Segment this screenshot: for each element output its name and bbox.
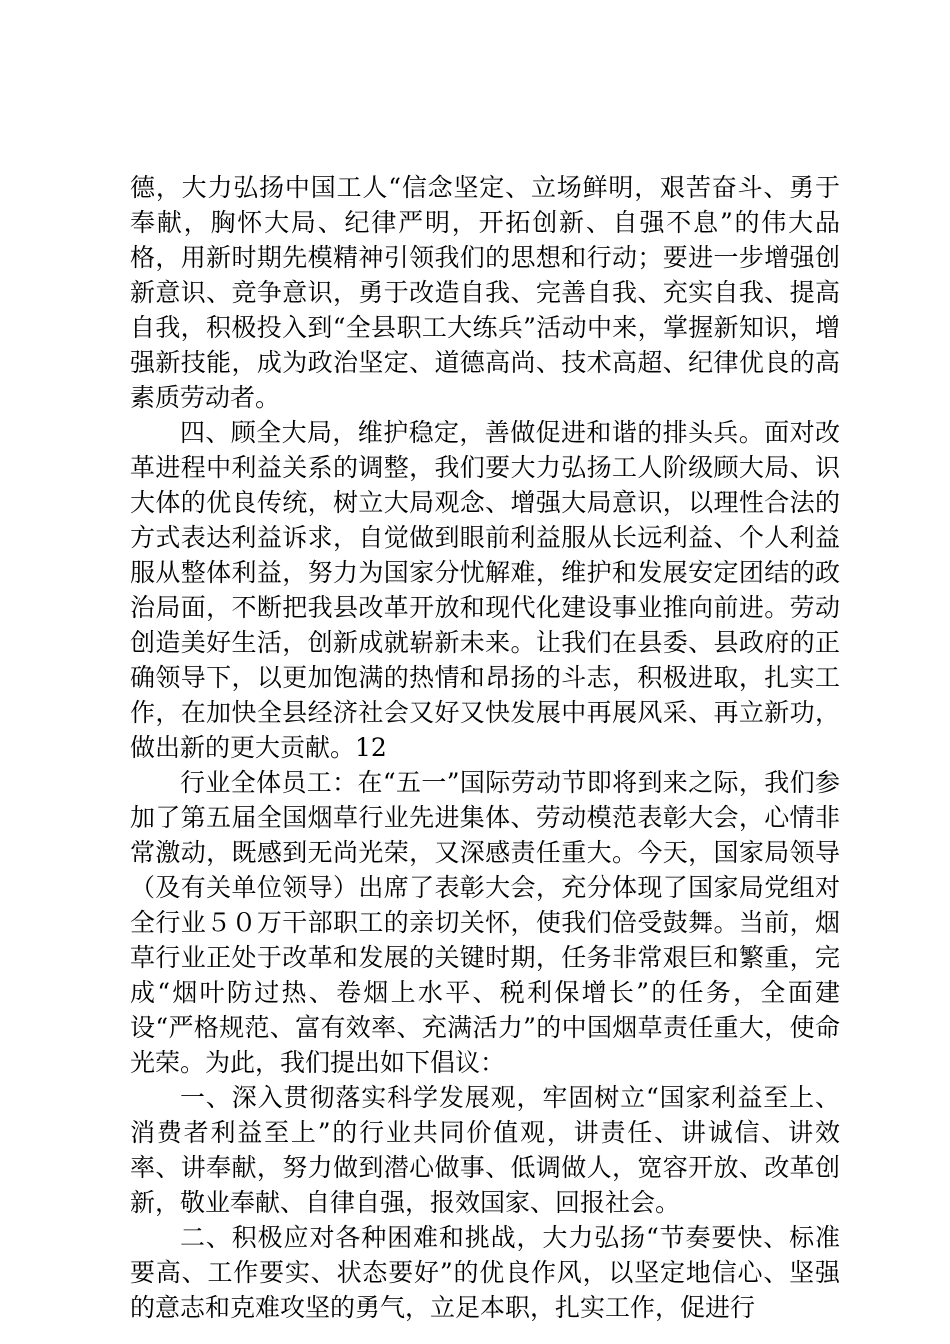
document-body bbox=[130, 170, 840, 1325]
paragraph-1: 德，大力弘扬中国工人“信念坚定、立场鲜明，艰苦奋斗、勇于奉献，胸怀大局、纪律严明，开拓创新、自强不息”的伟大品格，用新时期先模精神引领我们的思想和行动；要进一步增强创新意识、竞争意识，勇于改造自我、完善自我、充实自我、提高自我，积极投入到“全县职工大练兵”活动中来，掌握新知识，增强新技能，成为政治坚定、道德高尚、技术高超、纪律优良的高素质劳动者。 bbox=[130, 173, 840, 412]
paragraph-5: 二、积极应对各种困难和挑战，大力弘扬“节奏要快、标准要高、工作要实、状态要好”的优良作风，以坚定地信心、坚强的意志和克难攻坚的勇气，立足本职，扎实工作，促进行 bbox=[130, 1223, 840, 1322]
paragraph-3: 行业全体员工：在“五一”国际劳动节即将到来之际，我们参加了第五届全国烟草行业先进集体、劳动模范表彰大会，心情非常激动，既感到无尚光荣，又深感责任重大。今天，国家局领导（及有关单位领导）出席了表彰大会，充分体现了国家局党组对全行业５０万干部职工的亲切关怀，使我们倍受鼓舞。当前，烟草行业正处于改革和发展的关键时期，任务非常艰巨和繁重，完成“烟叶防过热、卷烟上水平、税利保增长”的任务，全面建设“严格规范、富有效率、充满活力”的中国烟草责任重大，使命光荣。为此，我们提出如下倡议： bbox=[130, 768, 840, 1077]
paragraph-4: 一、深入贯彻落实科学发展观，牢固树立“国家利益至上、消费者利益至上”的行业共同价值观，讲责任、讲诚信、讲效率、讲奉献，努力做到潜心做事、低调做人，宽容开放、改革创新，敬业奉献、自律自强，报效国家、回报社会。 bbox=[130, 1083, 840, 1217]
paragraph-2: 四、顾全大局，维护稳定，善做促进和谐的排头兵。面对改革进程中利益关系的调整，我们要大力弘扬工人阶级顾大局、识大体的优良传统，树立大局观念、增强大局意识，以理性合法的方式表达利益诉求，自觉做到眼前利益服从长远利益、个人利益服从整体利益，努力为国家分忧解难，维护和发展安定团结的政治局面，不断把我县改革开放和现代化建设事业推向前进。劳动创造美好生活，创新成就崭新未来。让我们在县委、县政府的正确领导下，以更加饱满的热情和昂扬的斗志，积极进取，扎实工作，在加快全县经济社会又好又快发展中再展风采、再立新功，做出新的更大贡献。12 bbox=[130, 418, 840, 762]
